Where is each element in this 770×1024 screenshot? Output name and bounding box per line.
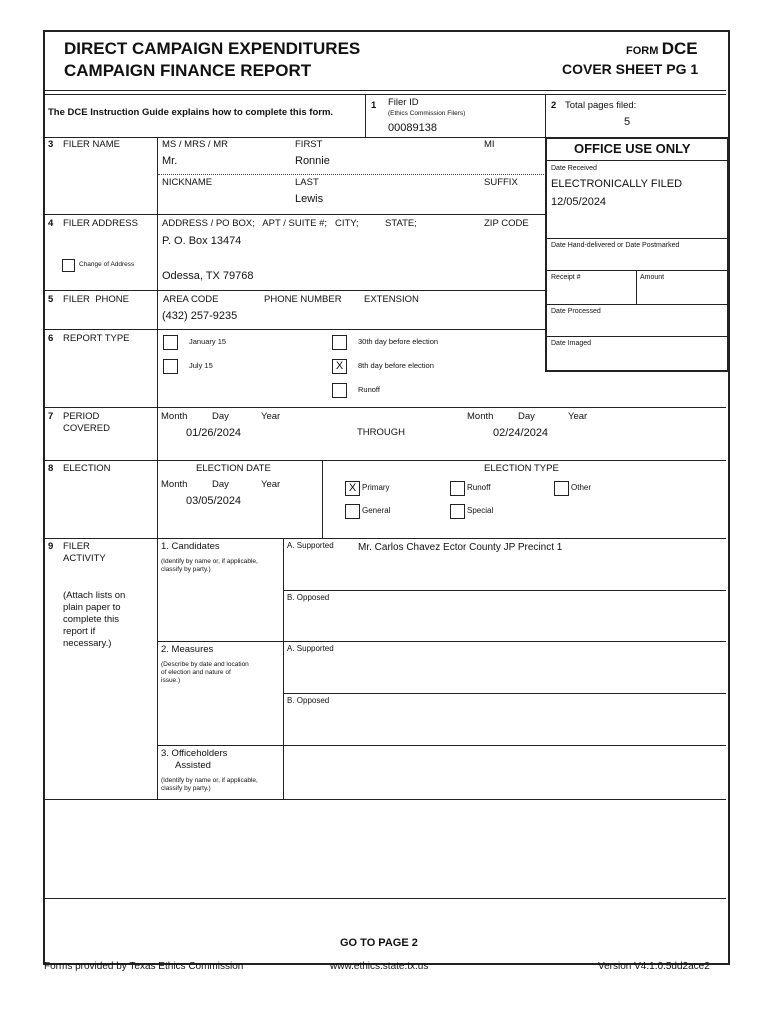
phone-num: 5 bbox=[48, 294, 54, 305]
filer-id-label: Filer ID bbox=[388, 97, 419, 108]
divider bbox=[158, 174, 546, 175]
officeholders-label-2: Assisted bbox=[175, 760, 211, 771]
election-type-label-item: General bbox=[362, 506, 391, 515]
header-divider bbox=[44, 90, 726, 91]
divider bbox=[44, 329, 546, 330]
measures-opposed-label: B. Opposed bbox=[287, 696, 330, 705]
address-num: 4 bbox=[48, 218, 54, 229]
suffix-label: SUFFIX bbox=[484, 177, 518, 188]
activity-num: 9 bbox=[48, 541, 54, 552]
election-type-label: ELECTION TYPE bbox=[484, 463, 559, 474]
candidates-note: (Identify by name or, if applicable, classify by party.) bbox=[161, 558, 258, 573]
form-word: FORM bbox=[626, 45, 659, 57]
divider bbox=[44, 407, 726, 408]
office-status: ELECTRONICALLY FILED bbox=[551, 178, 683, 190]
last-label: LAST bbox=[295, 177, 319, 188]
divider bbox=[157, 745, 726, 746]
last-value: Lewis bbox=[295, 193, 324, 205]
election-date-value: 03/05/2024 bbox=[186, 495, 242, 507]
measures-label: 2. Measures bbox=[161, 644, 214, 655]
divider bbox=[44, 460, 726, 461]
period-to-year-label: Year bbox=[568, 411, 588, 422]
election-type-checkbox[interactable] bbox=[450, 481, 465, 496]
first-value: Ronnie bbox=[295, 155, 330, 167]
election-type-checkbox[interactable] bbox=[345, 504, 360, 519]
report-type-checkbox[interactable]: X bbox=[332, 359, 347, 374]
period-month-label: Month bbox=[161, 411, 188, 422]
activity-label-1: FILER bbox=[63, 541, 90, 552]
address-label: FILER ADDRESS bbox=[63, 218, 138, 229]
header-divider-2 bbox=[44, 94, 726, 95]
footer-version: Version V4.1.0.5dd2ace2 bbox=[598, 961, 710, 972]
report-type-num: 6 bbox=[48, 333, 54, 344]
form-title-line1: DIRECT CAMPAIGN EXPENDITURES bbox=[64, 39, 361, 58]
total-pages-value: 5 bbox=[624, 116, 631, 128]
divider bbox=[157, 137, 158, 799]
report-type-option-label: 8th day before election bbox=[358, 361, 434, 370]
divider bbox=[44, 290, 546, 291]
activity-label-2: ACTIVITY bbox=[63, 553, 106, 564]
period-to-day-label: Day bbox=[518, 411, 535, 422]
period-to-month-label: Month bbox=[467, 411, 494, 422]
divider bbox=[636, 270, 637, 304]
report-type-checkbox[interactable] bbox=[332, 383, 347, 398]
filer-name-num: 3 bbox=[48, 139, 54, 150]
candidates-supported-value: Mr. Carlos Chavez Ector County JP Precinct 1 bbox=[358, 542, 563, 553]
address-line2: Odessa, TX 79768 bbox=[162, 270, 254, 282]
divider bbox=[322, 460, 323, 538]
period-label-2: COVERED bbox=[63, 423, 110, 434]
address-line1: P. O. Box 13474 bbox=[162, 235, 242, 247]
change-of-address-label: Change of Address bbox=[79, 261, 135, 268]
election-month-label: Month bbox=[161, 479, 188, 490]
report-type-option-label: 30th day before election bbox=[358, 337, 439, 346]
period-through: THROUGH bbox=[357, 427, 406, 438]
extension-label: EXTENSION bbox=[364, 294, 419, 305]
divider bbox=[547, 160, 727, 161]
filer-id-sublabel: (Ethics Commission Filers) bbox=[388, 110, 466, 117]
divider bbox=[547, 270, 727, 271]
measures-note: (Describe by date and location of election and nature of issue.) bbox=[161, 661, 249, 684]
divider bbox=[157, 641, 726, 642]
period-label-1: PERIOD bbox=[63, 411, 100, 422]
period-year-label: Year bbox=[261, 411, 281, 422]
filer-id-num: 1 bbox=[371, 100, 377, 111]
divider bbox=[547, 304, 727, 305]
election-label: ELECTION bbox=[63, 463, 111, 474]
prefix-label: MS / MRS / MR bbox=[162, 139, 228, 150]
election-type-label-item: Special bbox=[467, 506, 494, 515]
filer-name-label: FILER NAME bbox=[63, 139, 121, 150]
filer-id-value: 00089138 bbox=[388, 122, 437, 134]
phone-number-label: PHONE NUMBER bbox=[264, 294, 342, 305]
period-num: 7 bbox=[48, 411, 54, 422]
hand-delivered-label: Date Hand-delivered or Date Postmarked bbox=[551, 242, 680, 249]
footer-provided-by: Forms provided by Texas Ethics Commission bbox=[44, 961, 244, 972]
processed-label: Date Processed bbox=[551, 308, 601, 315]
address-fields-label: ADDRESS / PO BOX; APT / SUITE #; CITY; STATE; bbox=[162, 218, 417, 229]
candidates-label: 1. Candidates bbox=[161, 541, 220, 552]
zip-label: ZIP CODE bbox=[484, 218, 529, 229]
divider bbox=[283, 538, 284, 799]
amount-label: Amount bbox=[640, 274, 665, 281]
mi-label: MI bbox=[484, 139, 495, 150]
report-type-option-label: January 15 bbox=[189, 337, 227, 346]
divider bbox=[44, 538, 726, 539]
total-pages-num: 2 bbox=[551, 100, 557, 111]
period-day-label: Day bbox=[212, 411, 229, 422]
period-to: 02/24/2024 bbox=[493, 427, 549, 439]
divider bbox=[283, 590, 726, 591]
nickname-label: NICKNAME bbox=[162, 177, 213, 188]
date-received-value: 12/05/2024 bbox=[551, 196, 607, 208]
area-code-label: AREA CODE bbox=[163, 294, 219, 305]
receipt-label: Receipt # bbox=[551, 274, 581, 281]
measures-supported-label: A. Supported bbox=[287, 644, 334, 653]
officeholders-note: (Identify by name or, if applicable, classify by party.) bbox=[161, 777, 258, 792]
divider bbox=[283, 693, 726, 694]
divider bbox=[545, 94, 546, 138]
election-type-label-item: Primary bbox=[362, 483, 390, 492]
divider bbox=[547, 238, 727, 239]
footer-website[interactable]: www.ethics.state.tx.us bbox=[330, 961, 429, 972]
form-title-line2: CAMPAIGN FINANCE REPORT bbox=[64, 61, 312, 80]
divider bbox=[365, 94, 366, 138]
election-type-checkbox[interactable] bbox=[450, 504, 465, 519]
report-type-option-label: July 15 bbox=[189, 361, 213, 370]
report-type-checkbox[interactable] bbox=[163, 359, 178, 374]
report-type-option-label: Runoff bbox=[358, 385, 380, 394]
instruction-text: The DCE Instruction Guide explains how to complete this form. bbox=[48, 107, 334, 118]
election-type-checkbox[interactable] bbox=[554, 481, 569, 496]
candidates-supported-label: A. Supported bbox=[287, 541, 334, 550]
divider bbox=[44, 799, 726, 800]
phone-value: (432) 257-9235 bbox=[162, 310, 238, 322]
election-type-label-item: Runoff bbox=[467, 483, 491, 492]
election-num: 8 bbox=[48, 463, 54, 474]
form-label bbox=[626, 40, 698, 57]
candidates-opposed-label: B. Opposed bbox=[287, 593, 330, 602]
go-to-page-2: GO TO PAGE 2 bbox=[340, 937, 418, 949]
officeholders-label-1: 3. Officeholders bbox=[161, 748, 228, 759]
period-from: 01/26/2024 bbox=[186, 427, 242, 439]
election-date-label: ELECTION DATE bbox=[196, 463, 271, 474]
election-type-checkbox[interactable]: X bbox=[345, 481, 360, 496]
attach-note: (Attach lists on plain paper to complete this report if necessary.) bbox=[63, 590, 126, 649]
imaged-label: Date Imaged bbox=[551, 340, 592, 347]
date-received-label: Date Received bbox=[551, 165, 597, 172]
report-type-label: REPORT TYPE bbox=[63, 333, 130, 344]
first-label: FIRST bbox=[295, 139, 323, 150]
divider bbox=[547, 336, 727, 337]
prefix-value: Mr. bbox=[162, 155, 178, 167]
election-type-label-item: Other bbox=[571, 483, 592, 492]
office-use-title: OFFICE USE ONLY bbox=[574, 141, 691, 156]
form-code: DCE bbox=[661, 39, 698, 58]
report-type-checkbox[interactable] bbox=[332, 335, 347, 350]
report-type-checkbox[interactable] bbox=[163, 335, 178, 350]
divider bbox=[44, 214, 546, 215]
election-day-label: Day bbox=[212, 479, 229, 490]
change-of-address-checkbox[interactable] bbox=[62, 259, 75, 272]
total-pages-label: Total pages filed: bbox=[565, 100, 637, 111]
phone-label: FILER PHONE bbox=[63, 294, 129, 305]
cover-sheet-label: COVER SHEET PG 1 bbox=[562, 61, 699, 77]
divider bbox=[44, 898, 726, 899]
election-year-label: Year bbox=[261, 479, 281, 490]
